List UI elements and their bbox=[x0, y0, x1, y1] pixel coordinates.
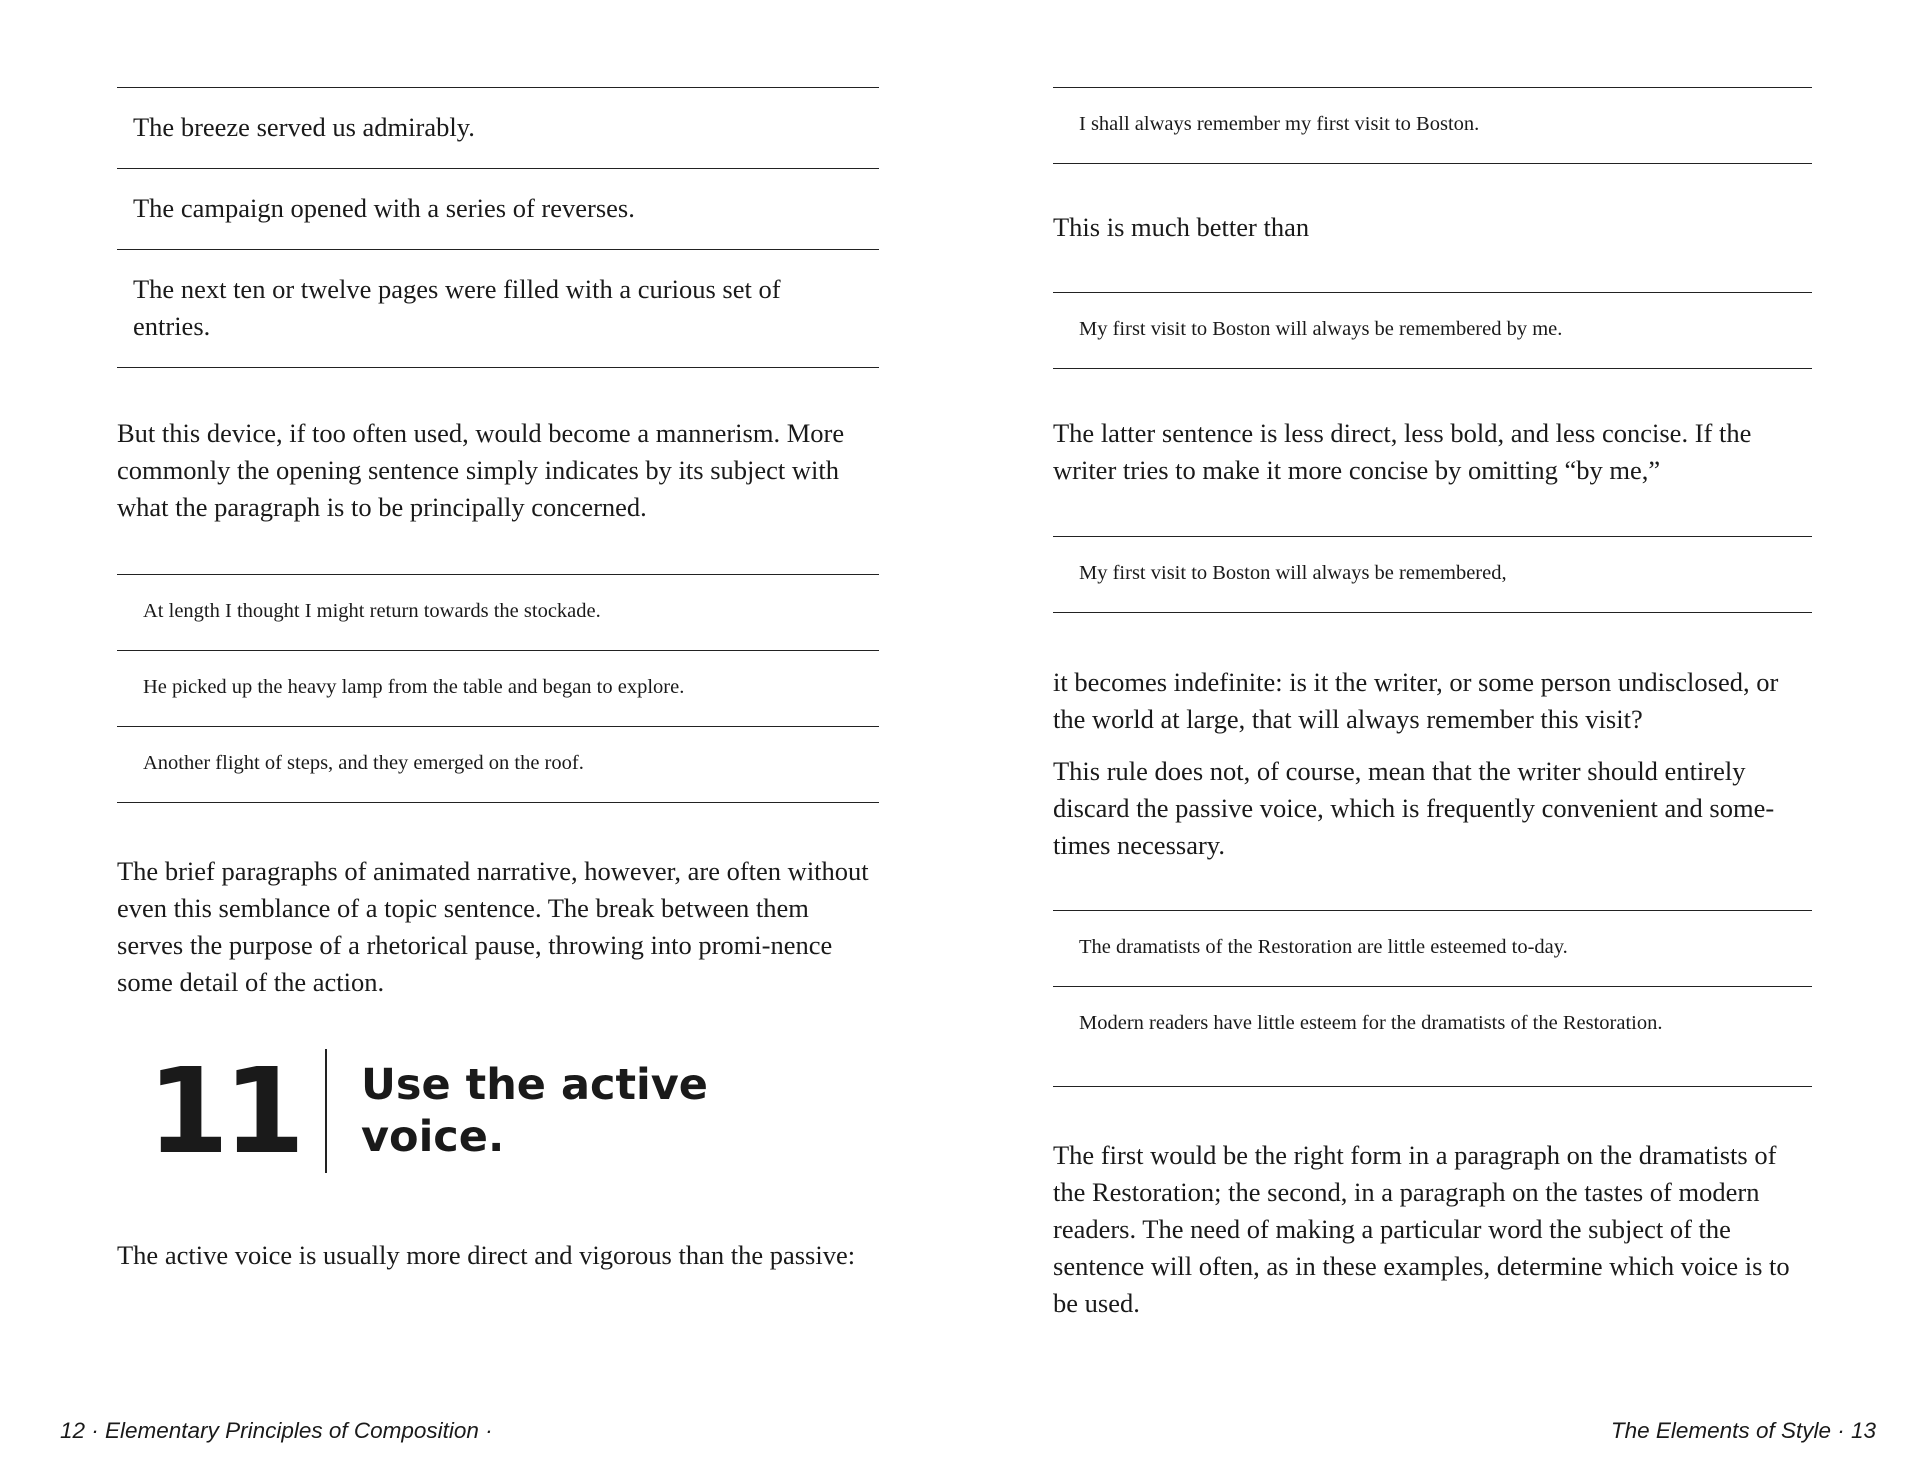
example-text: Another flight of steps, and they emerged on the roof. bbox=[143, 752, 584, 774]
body-paragraph: This is much better than bbox=[1053, 212, 1310, 242]
body-paragraph: The brief paragraphs of animated narrative, however, are often without even this semblance of a topic sentence. The break between them serves the purpose of a rhetorical pause, throwing into promi-nence some detail of the action. bbox=[117, 856, 869, 997]
example-row bbox=[117, 575, 879, 651]
body-paragraph: The latter sentence is less direct, less bold, and less concise. If the writer tries to make it more concise by omitting “by me,” bbox=[1053, 418, 1752, 485]
example-text: At length I thought I might return towards the stockade. bbox=[143, 600, 601, 622]
rule-title: Use the active voice. bbox=[361, 1060, 708, 1162]
example-row bbox=[117, 169, 879, 250]
example-row bbox=[1053, 911, 1812, 987]
example-text: He picked up the heavy lamp from the table and began to explore. bbox=[143, 676, 685, 698]
example-row bbox=[1053, 987, 1812, 1087]
example-text: My first visit to Boston will always be remembered, bbox=[1079, 562, 1507, 584]
example-table-4 bbox=[1053, 910, 1812, 1087]
example-text: Modern readers have little esteem for the dramatists of the Restoration. bbox=[1079, 1012, 1663, 1034]
example-row bbox=[117, 88, 879, 169]
example-text: The dramatists of the Restoration are little esteemed to-day. bbox=[1079, 936, 1568, 958]
page-footer-right: The Elements of Style · 13 bbox=[1610, 1418, 1876, 1443]
body-paragraph: The active voice is usually more direct and vigorous than the passive: bbox=[117, 1240, 856, 1270]
example-text: I shall always remember my first visit to Boston. bbox=[1079, 113, 1480, 135]
example-row bbox=[117, 727, 879, 803]
example-text: The campaign opened with a series of reverses. bbox=[133, 193, 635, 223]
rule-heading bbox=[117, 1042, 879, 1180]
example-text: The next ten or twelve pages were filled with a curious set of entries. bbox=[133, 274, 781, 341]
example-row bbox=[1053, 293, 1812, 369]
example-row bbox=[117, 651, 879, 727]
example-table-top bbox=[117, 87, 879, 368]
body-paragraph: This rule does not, of course, mean that the writer should entirely discard the passive voice, which is frequently convenient and some-times necessary. bbox=[1053, 756, 1775, 860]
example-table-mid bbox=[117, 574, 879, 803]
example-table-3 bbox=[1053, 536, 1812, 613]
example-row bbox=[1053, 537, 1812, 613]
page-footer-left: 12 · Elementary Principles of Composition · bbox=[60, 1418, 493, 1443]
example-text: My first visit to Boston will always be remembered by me. bbox=[1079, 318, 1563, 340]
rule-divider bbox=[325, 1049, 327, 1173]
body-paragraph: The first would be the right form in a paragraph on the dramatists of the Restoration; the second, in a paragraph on the tastes of modern readers. The need of making a particular word the subject of the sentence will often, as in these examples, determine which voice is to be used. bbox=[1053, 1140, 1790, 1318]
body-paragraph: it becomes indefinite: is it the writer, or some person undisclosed, or the world at large, that will always remember this visit? bbox=[1053, 667, 1779, 734]
example-row bbox=[1053, 88, 1812, 164]
right-page bbox=[1053, 0, 1812, 1484]
example-row bbox=[117, 250, 879, 368]
body-paragraph: But this device, if too often used, would become a mannerism. More commonly the opening sentence simply indicates by its subject with what the paragraph is to be principally concerned. bbox=[117, 418, 845, 522]
rule-number: 11 bbox=[147, 1042, 300, 1180]
left-page bbox=[117, 0, 879, 1484]
example-table-2 bbox=[1053, 292, 1812, 369]
example-text: The breeze served us admirably. bbox=[133, 112, 475, 142]
example-table-1 bbox=[1053, 87, 1812, 164]
